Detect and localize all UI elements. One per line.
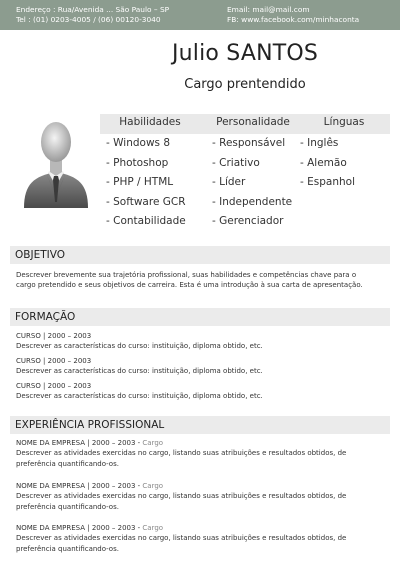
- person-icon: [20, 112, 92, 208]
- language-item: - Inglês: [300, 137, 339, 149]
- contact-bar: [0, 0, 400, 30]
- skills-column-habilidades: [106, 116, 206, 234]
- desired-position: Cargo prentendido: [184, 77, 306, 92]
- experience-title: [16, 481, 376, 491]
- experience-title: [16, 523, 376, 533]
- objective-text: Descrever brevemente sua trajetória profissional, suas habilidades e competências chave para o cargo pretendido e seus objetivos de carreira. Esta é uma introdução à sua carta de apresentação.: [16, 271, 363, 290]
- skill-item: - Photoshop: [106, 156, 169, 169]
- facebook-text[interactable]: FB: www.facebook.com/minhaconta: [227, 15, 360, 24]
- trait-item: - Líder: [212, 176, 246, 188]
- education-entry: [16, 356, 376, 377]
- role-text: Cargo: [142, 439, 164, 447]
- email-text[interactable]: Email: mail@mail.com: [227, 5, 310, 14]
- personalidade-heading: Personalidade: [216, 116, 290, 128]
- candidate-name: Julio SANTOS: [171, 41, 319, 66]
- section-header-formacao: FORMAÇÃO: [10, 308, 390, 326]
- language-item: - Espanhol: [300, 176, 355, 188]
- role-text: Cargo: [142, 482, 164, 490]
- section-header-experiencia: EXPERIÊNCIA PROFISSIONAL: [10, 416, 390, 434]
- education-desc: Descrever as características do curso: instituição, diploma obtido, etc.: [16, 342, 263, 351]
- company-period: NOME DA EMPRESA | 2000 – 2003 -: [16, 439, 143, 447]
- section-header-objetivo: OBJETIVO: [10, 246, 390, 264]
- education-entry: [16, 331, 376, 352]
- trait-item: - Responsável: [212, 137, 286, 149]
- phone-text: Tel : (01) 0203-4005 / (06) 00120-3040: [16, 15, 161, 24]
- skills-column-linguas: [300, 116, 390, 195]
- experience-entry: [16, 481, 376, 512]
- contact-right: [227, 5, 359, 25]
- trait-item: - Criativo: [212, 156, 260, 169]
- trait-item: - Independente: [212, 195, 293, 208]
- education-entry: [16, 381, 376, 402]
- education-title: CURSO | 2000 – 2003: [16, 332, 92, 340]
- experience-desc: Descrever as atividades exercidas no cargo, listando suas atribuições e resultados obtidos, de preferência quantificando-os.: [16, 492, 347, 511]
- avatar: [20, 112, 92, 208]
- company-period: NOME DA EMPRESA | 2000 – 2003 -: [16, 482, 143, 490]
- address-text: Endereço : Rua/Avenida ... São Paulo – SP: [16, 5, 170, 14]
- role-text: Cargo: [142, 524, 164, 532]
- company-period: NOME DA EMPRESA | 2000 – 2003 -: [16, 524, 143, 532]
- education-desc: Descrever as características do curso: instituição, diploma obtido, etc.: [16, 392, 263, 401]
- education-title: CURSO | 2000 – 2003: [16, 357, 92, 365]
- education-desc: Descrever as características do curso: instituição, diploma obtido, etc.: [16, 367, 263, 376]
- experience-entry: [16, 523, 376, 554]
- language-item: - Alemão: [300, 156, 347, 169]
- experience-desc: Descrever as atividades exercidas no cargo, listando suas atribuições e resultados obtidos, de preferência quantificando-os.: [16, 449, 347, 468]
- experience-entry: [16, 438, 376, 469]
- habilidades-heading: Habilidades: [119, 116, 181, 128]
- skill-item: - Contabilidade: [106, 215, 186, 227]
- education-title: CURSO | 2000 – 2003: [16, 382, 92, 390]
- contact-left: [16, 5, 169, 25]
- skill-item: - Software GCR: [106, 195, 186, 208]
- skills-column-personalidade: [212, 116, 300, 234]
- experience-title: [16, 438, 376, 448]
- skill-item: - Windows 8: [106, 137, 171, 149]
- experience-desc: Descrever as atividades exercidas no cargo, listando suas atribuições e resultados obtidos, de preferência quantificando-os.: [16, 534, 347, 553]
- trait-item: - Gerenciador: [212, 215, 284, 227]
- linguas-heading: Línguas: [323, 116, 365, 128]
- skill-item: - PHP / HTML: [106, 176, 174, 188]
